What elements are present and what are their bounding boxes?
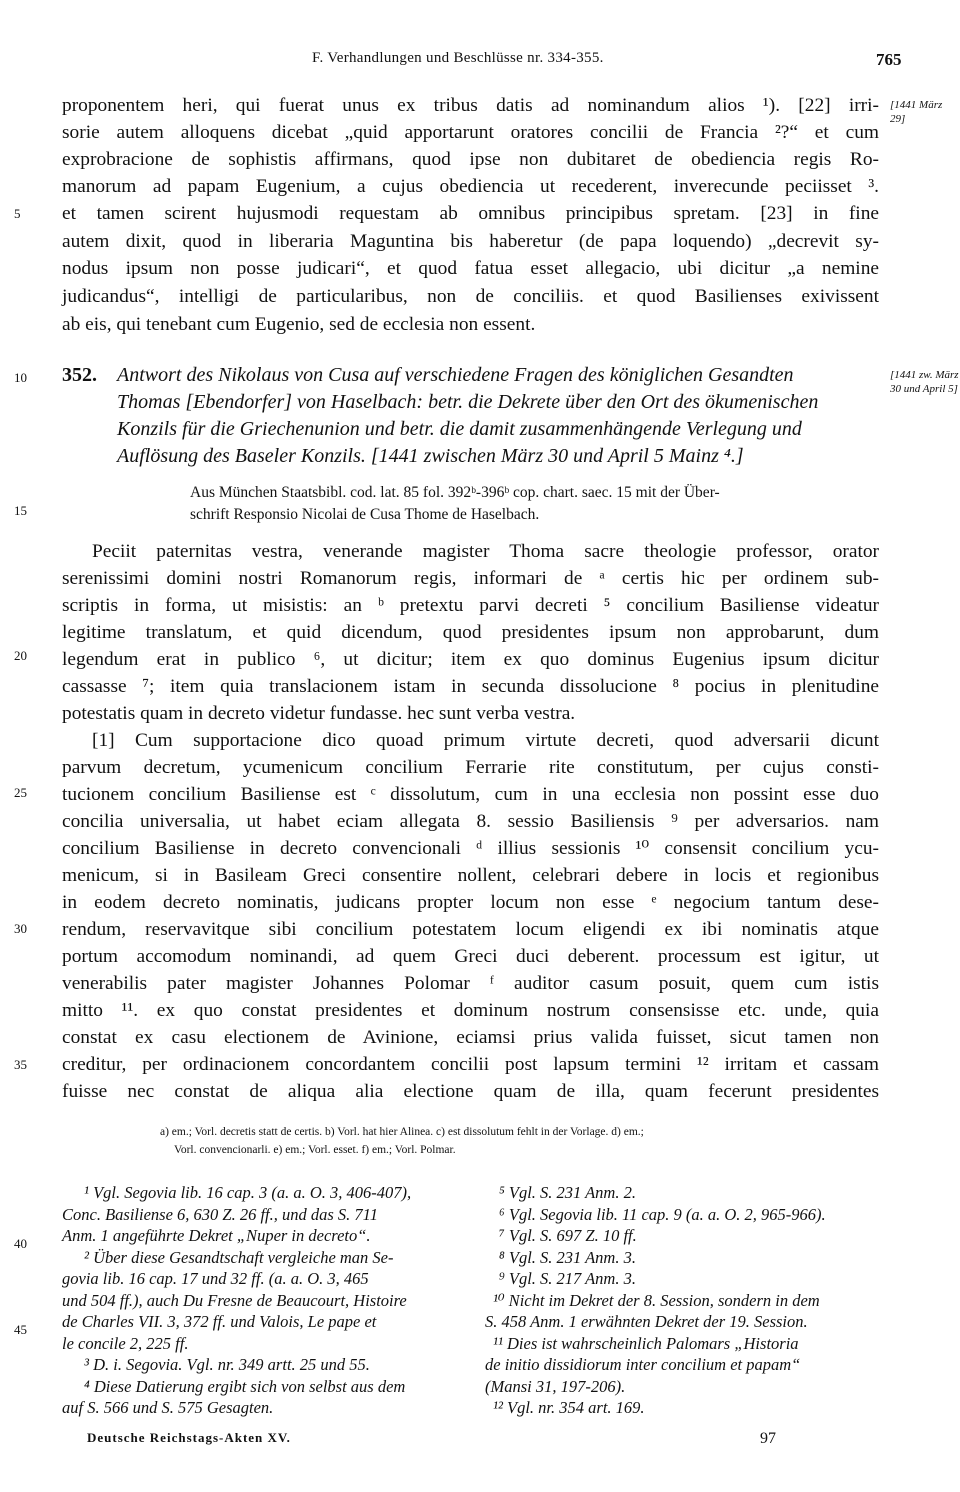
text-line: nodus ipsum non posse judicari“, et quod fatua esset allegacio, ubi dicitur „a nemine (62, 258, 879, 279)
footnote-line: ² Über diese Gesandtschaft vergleiche man Se- (84, 1247, 394, 1267)
text-line: concilium Basiliense in decreto convencionali ᵈ illius sessionis ¹⁰ consensit concilium ycu- (62, 838, 879, 859)
line-number: 45 (14, 1322, 27, 1337)
text-line: serenissimi domini nostri Romanorum regis, informari de ᵃ certis hic per ordinem sub- (62, 568, 879, 589)
footnote-line: de Charles VII. 3, 372 ff. und Valois, Le pape et (62, 1312, 377, 1331)
footnote-line: de initio dissidiorum inter concilium et papam“ (485, 1355, 801, 1374)
source-line: schrift Responsio Nicolai de Cusa Thome de Haselbach. (190, 506, 540, 523)
footnote-line: Anm. 1 angeführte Dekret „Nuper in decreto“. (62, 1226, 371, 1245)
text-line: tucionem concilium Basiliense est ᶜ dissolutum, cum in una ecclesia non possint esse duo (62, 784, 879, 805)
footnote-line: (Mansi 31, 197-206). (485, 1376, 626, 1396)
footnote-line: S. 458 Anm. 1 erwähnten Dekret der 19. Session. (485, 1312, 808, 1331)
text-line: rendum, reservavitque sibi concilium potestatem locum eligendi ex ibi nominatis atque (62, 919, 879, 940)
text-line: exprobracione de sophistis affirmans, quod ipse non dubitaret de obediencia regis Ro- (62, 149, 879, 170)
document-title-line: Auflösung des Baseler Konzils. [1441 zwischen März 30 und April 5 Mainz ⁴.] (117, 445, 744, 467)
footnote-line: ³ D. i. Segovia. Vgl. nr. 349 artt. 25 und 55. (84, 1355, 370, 1374)
source-line: Aus München Staatsbibl. cod. lat. 85 fol. 392ᵇ-396ᵇ cop. chart. saec. 15 mit der Über- (190, 484, 720, 501)
text-line: proponentem heri, qui fuerat unus ex tribus datis ad nominandum alios ¹). [22] irri- (62, 95, 879, 116)
footnote-line: ⁹ Vgl. S. 217 Anm. 3. (499, 1269, 636, 1288)
text-line: parvum decretum, ycumenicum concilium Ferrarie rite constitutum, per cujus consti- (62, 757, 879, 778)
text-line: in eodem decreto nominatis, judicans propter locum non esse ᵉ negocium tantum dese- (62, 892, 879, 913)
text-line: ab eis, qui tenebant cum Eugenio, sed de ecclesia non essent. (62, 314, 536, 335)
footnote-line: auf S. 566 und S. 575 Gesagten. (62, 1398, 274, 1417)
text-line: concilia universalia, ut habet eciam allegata 8. sessio Basiliensis ⁹ per adversarios. nam (62, 811, 879, 832)
footnote-line: ⁴ Diese Datierung ergibt sich von selbst aus dem (84, 1376, 406, 1396)
line-number: 40 (14, 1236, 27, 1251)
footnote-line: ¹¹ Dies ist wahrscheinlich Palomars „Historia (493, 1333, 799, 1353)
text-line: portum accomodum nominandi, ad quem Greci duci deberent. processum est igitur, ut (62, 946, 879, 967)
text-line: fuisse nec constat de aliqua alia electione quam de illa, quam fecerunt presidentes (62, 1081, 879, 1102)
document-title-line: Thomas [Ebendorfer] von Haselbach: betr. die Dekrete über den Ort des ökumenischen (117, 391, 819, 413)
text-line: scriptis in forma, ut misistis: an ᵇ pretextu parvi decreti ⁵ concilium Basiliense videatur (62, 595, 879, 616)
text-line: creditur, per ordinacionem concordantem concilii post lapsum termini ¹² irritam et cassam (62, 1054, 879, 1075)
imprint: Deutsche Reichstags-Akten XV. (87, 1430, 291, 1445)
document-number: 352. (62, 364, 97, 386)
line-number: 30 (14, 921, 27, 936)
footnote-line: ⁶ Vgl. Segovia lib. 11 cap. 9 (a. a. O. 2, 965-966). (499, 1204, 826, 1224)
footnotes-right (485, 1182, 877, 1419)
margin-date: [1441 zw. März 30 und April 5] (890, 369, 959, 395)
running-title: F. Verhandlungen und Beschlüsse nr. 334-355. (312, 50, 604, 66)
footnotes-left (62, 1182, 454, 1419)
text-line: menicum, si in Basileam Greci consentire nollent, celebrari debere in locis et regionibus (62, 865, 879, 886)
line-number: 20 (14, 648, 27, 663)
text-line: venerabilis pater magister Johannes Polomar ᶠ auditor casum posuit, quem cum istis (62, 973, 879, 994)
text-line: Peciit paternitas vestra, venerande magister Thoma sacre theologie professor, orator (92, 541, 879, 562)
text-line: constat ex casu electionem de Avinione, eciamsi prius valida fuisset, sicut tamen non (62, 1027, 879, 1048)
text-line: sorie autem alloquens dicebat „quid apportarunt oratores concilii de Francia ²?“ et cum (62, 122, 879, 143)
apparatus-line: a) em.; Vorl. decretis statt de certis. b) Vorl. hat hier Alinea. c) est dissolutum fehlt in der Vorlage. d) em.; (160, 1126, 644, 1138)
footnote-line: und 504 ff.), auch Du Fresne de Beaucourt, Histoire (62, 1290, 407, 1310)
text-line: judicandus“, intelligi de particularibus, non de conciliis. et quod Basilienses exivissent (62, 286, 879, 307)
line-number: 35 (14, 1057, 27, 1072)
footnote-line: le concile 2, 225 ff. (62, 1333, 189, 1353)
text-line: [1] Cum supportacione dico quoad primum virtute decreti, quod adversarii dicunt (92, 730, 879, 751)
text-line: autem dixit, quod in liberaria Maguntina bis haberetur (de papa loquendo) „decrevit sy- (62, 231, 879, 252)
text-line: cassasse ⁷; item quia translacionem istam in secunda dissolucione ⁸ pocius in plenitudine (62, 676, 879, 697)
footnote-line: Conc. Basiliense 6, 630 Z. 26 ff., und das S. 711 (62, 1204, 378, 1224)
line-number: 5 (14, 206, 21, 221)
footnote-line: ⁵ Vgl. S. 231 Anm. 2. (499, 1183, 636, 1202)
footnote-line: govia lib. 16 cap. 17 und 32 ff. (a. a. O. 3, 465 (62, 1269, 369, 1288)
page-number: 765 (876, 50, 902, 69)
margin-date: [1441 März 29] (890, 99, 943, 125)
footnote-line: ¹ Vgl. Segovia lib. 16 cap. 3 (a. a. O. 3, 406-407), (84, 1183, 412, 1202)
text-line: et tamen scirent hujusmodi requestam ab omnibus principibus spretam. [23] in fine (62, 203, 879, 224)
page-header (0, 50, 960, 76)
sheet-number: 97 (760, 1430, 776, 1447)
apparatus-line: Vorl. convencionarli. e) em.; Vorl. esset. f) em.; Vorl. Polmar. (174, 1144, 456, 1156)
footnote-line: ⁸ Vgl. S. 231 Anm. 3. (499, 1247, 636, 1267)
text-line: potestatis quam in decreto videtur fundasse. hec sunt verba vestra. (62, 703, 576, 724)
line-number: 10 (14, 370, 27, 385)
text-line: legendum erat in publico ⁶, ut dicitur; item ex quo dominus Eugenius ipsum dicitur (62, 649, 879, 670)
text-line: legitime translatum, et quid dicendum, quod presidentes ipsum non approbarunt, dum (62, 622, 879, 643)
document-title-line: Konzils für die Griechenunion und betr. die damit zusammenhängende Verlegung und (117, 418, 802, 440)
footnote-line: ⁷ Vgl. S. 697 Z. 10 ff. (499, 1226, 637, 1245)
footnote-line: ¹² Vgl. nr. 354 art. 169. (493, 1398, 645, 1417)
text-line: manorum ad papam Eugenium, a cujus obediencia ut recederent, inverecunde peciisset ³. (62, 176, 879, 197)
footnote-line: ¹⁰ Nicht im Dekret der 8. Session, sondern in dem (493, 1290, 820, 1310)
line-number: 15 (14, 503, 27, 518)
line-number: 25 (14, 785, 27, 800)
text-line: mitto ¹¹. ex quo constat presidentes et dominum nostrum consensisse etc. unde, quia (62, 1000, 879, 1021)
document-title-line: Antwort des Nikolaus von Cusa auf verschiedene Fragen des königlichen Gesandten (117, 364, 794, 386)
